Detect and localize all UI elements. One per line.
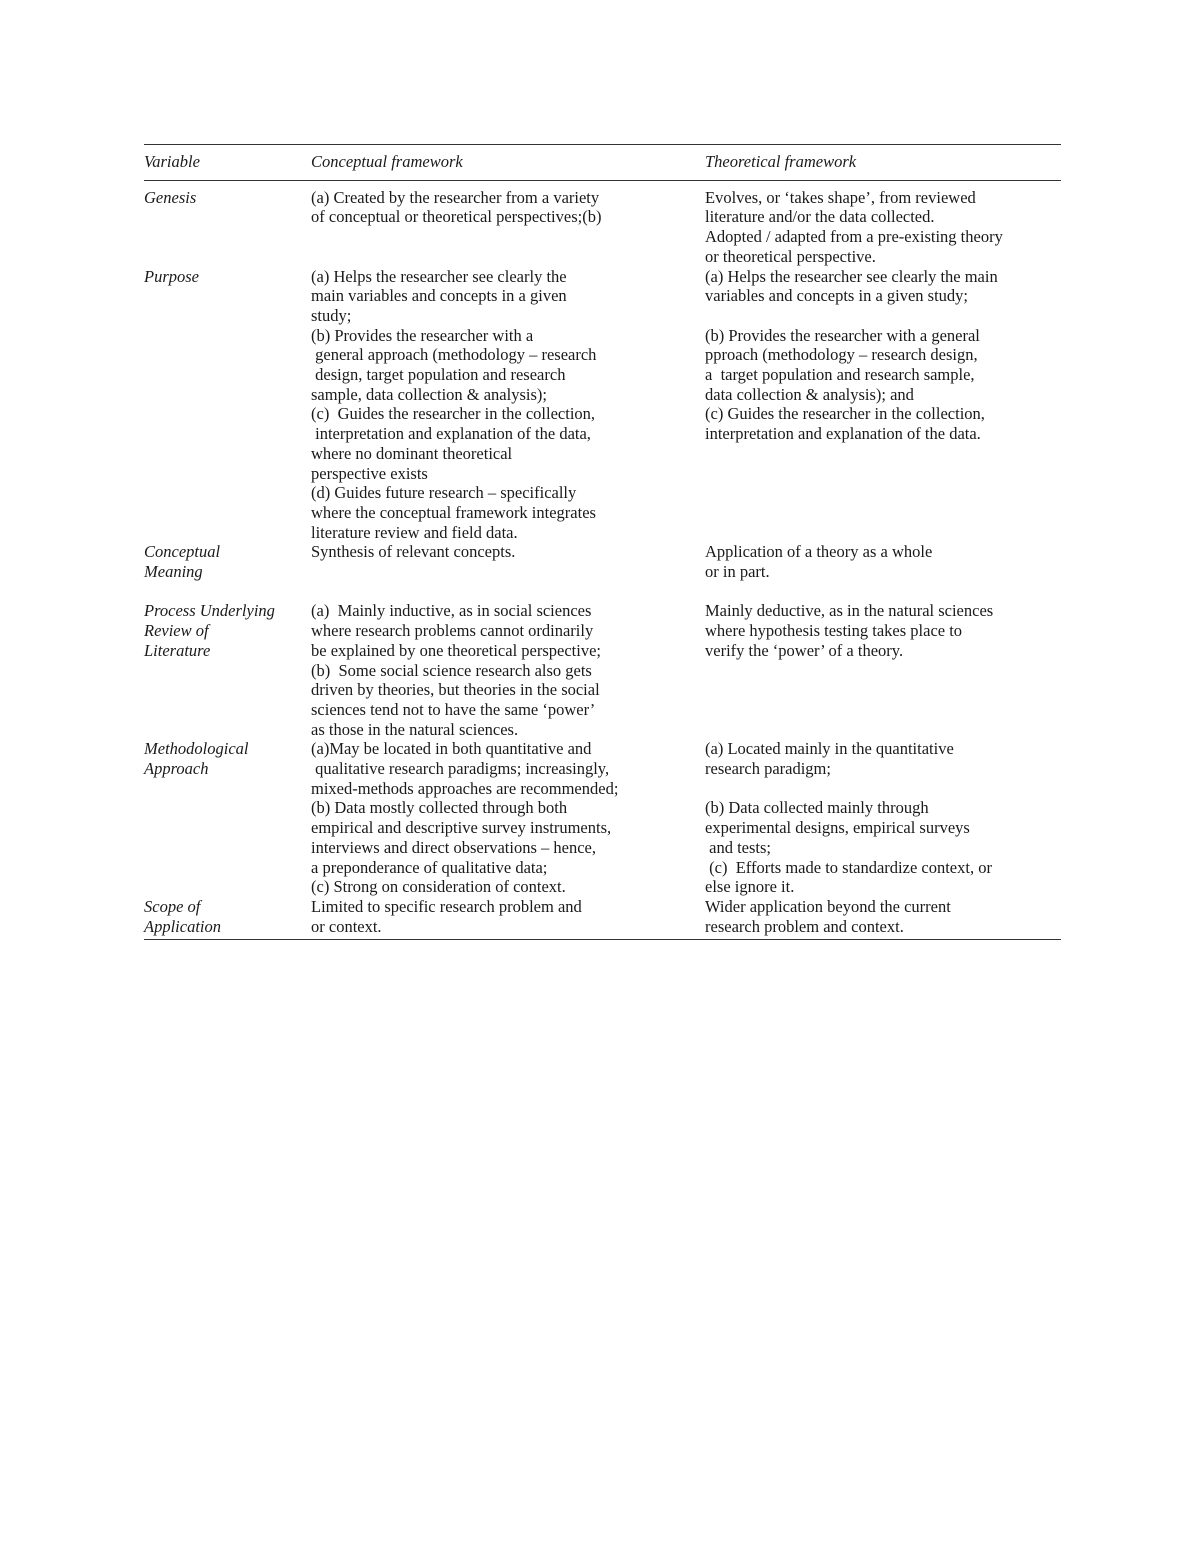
cell-line: (a) Located mainly in the quantitative — [705, 739, 954, 759]
cell-line: of conceptual or theoretical perspectives;(b) — [311, 207, 602, 227]
cell-line: (b) Provides the researcher with a general — [705, 325, 980, 345]
cell-line: experimental designs, empirical surveys — [705, 818, 970, 838]
cell-line: research problem and context. — [705, 916, 904, 936]
cell-line: (c) Strong on consideration of context. — [311, 877, 566, 897]
cell-conceptual — [311, 897, 705, 936]
cell-line: sample, data collection & analysis); — [311, 384, 547, 404]
cell-line: interpretation and explanation of the data, — [311, 424, 591, 444]
cell-line: pproach (methodology – research design, — [705, 345, 978, 365]
cell-line: (a) Helps the researcher see clearly the main — [705, 266, 998, 286]
cell-line: Limited to specific research problem and — [311, 897, 582, 916]
cell-variable — [144, 542, 311, 581]
cell-line: (a)May be located in both quantitative and — [311, 739, 592, 759]
cell-line: Synthesis of relevant concepts. — [311, 542, 516, 562]
cell-line: Conceptual — [144, 542, 221, 562]
cell-line: research paradigm; — [705, 759, 831, 779]
cell-line: where hypothesis testing takes place to — [705, 621, 963, 641]
cell-line: a target population and research sample, — [705, 365, 975, 385]
cell-line: or theoretical perspective. — [705, 246, 876, 266]
cell-line: Mainly deductive, as in the natural sciences — [705, 601, 994, 621]
cell-line: (b) Some social science research also gets — [311, 660, 592, 680]
cell-line: (a) Created by the researcher from a variety — [311, 187, 600, 207]
table-body — [144, 181, 1061, 940]
cell-conceptual — [311, 188, 705, 227]
cell-variable — [144, 188, 311, 208]
cell-line: where no dominant theoretical — [311, 443, 513, 463]
cell-line: a preponderance of qualitative data; — [311, 857, 548, 877]
cell-line: (b) Data collected mainly through — [705, 798, 929, 818]
table-header-row — [144, 145, 1061, 180]
header-theoretical-framework: Theoretical framework — [705, 152, 857, 171]
cell-line: (c) Efforts made to standardize context, or — [705, 857, 992, 877]
cell-variable — [144, 601, 311, 660]
table-row — [144, 542, 1061, 601]
cell-conceptual — [311, 267, 705, 543]
cell-line: driven by theories, but theories in the social — [311, 680, 600, 700]
cell-line: main variables and concepts in a given — [311, 286, 567, 306]
header-variable: Variable — [144, 152, 200, 171]
table-row — [144, 188, 1061, 267]
table-row — [144, 739, 1061, 897]
cell-line: (b) Data mostly collected through both — [311, 798, 568, 818]
comparison-table — [144, 144, 1061, 940]
cell-line: and tests; — [705, 837, 771, 857]
cell-line: Genesis — [144, 187, 197, 207]
cell-line: or in part. — [705, 562, 770, 582]
cell-line: perspective exists — [311, 463, 428, 483]
cell-line: interviews and direct observations – hence, — [311, 837, 596, 857]
cell-line: Scope of — [144, 897, 201, 916]
cell-line: (c) Guides the researcher in the collection, — [311, 404, 596, 424]
cell-line: empirical and descriptive survey instruments, — [311, 818, 612, 838]
cell-line: sciences tend not to have the same ‘power’ — [311, 699, 596, 719]
cell-line: mixed-methods approaches are recommended; — [311, 778, 619, 798]
cell-line — [705, 582, 1061, 602]
table-row — [144, 897, 1061, 936]
cell-line: Approach — [144, 759, 209, 779]
cell-line — [705, 306, 1061, 326]
cell-line: where the conceptual framework integrates — [311, 502, 596, 522]
cell-conceptual — [311, 601, 705, 739]
cell-theoretical — [705, 267, 1061, 444]
cell-line: Meaning — [144, 562, 203, 582]
cell-line: qualitative research paradigms; increasingly, — [311, 759, 610, 779]
cell-line: study; — [311, 305, 352, 325]
cell-line: Application — [144, 916, 221, 936]
cell-line: Application of a theory as a whole — [705, 542, 933, 562]
cell-line: (d) Guides future research – specifically — [311, 483, 577, 503]
cell-line: interpretation and explanation of the data. — [705, 424, 981, 444]
table-bottom-rule — [144, 939, 1061, 940]
cell-line: else ignore it. — [705, 877, 795, 897]
cell-theoretical — [705, 897, 1061, 936]
cell-line: verify the ‘power’ of a theory. — [705, 640, 904, 660]
cell-line: data collection & analysis); and — [705, 384, 914, 404]
cell-variable — [144, 739, 311, 778]
cell-line: Literature — [144, 640, 211, 660]
cell-line: be explained by one theoretical perspective; — [311, 640, 601, 660]
cell-line: Purpose — [144, 266, 199, 286]
header-conceptual-framework: Conceptual framework — [311, 152, 463, 171]
cell-line: Adopted / adapted from a pre-existing theory — [705, 227, 1003, 247]
cell-line: (c) Guides the researcher in the collection, — [705, 404, 985, 424]
cell-variable — [144, 897, 311, 936]
cell-theoretical — [705, 739, 1061, 897]
cell-line: Wider application beyond the current — [705, 897, 951, 916]
cell-line: Methodological — [144, 739, 249, 759]
cell-theoretical — [705, 542, 1061, 601]
cell-line: or context. — [311, 916, 382, 936]
cell-line — [705, 779, 1061, 799]
cell-line: where research problems cannot ordinarily — [311, 621, 594, 641]
table-row — [144, 601, 1061, 739]
table-row — [144, 267, 1061, 543]
cell-line: literature review and field data. — [311, 522, 518, 542]
cell-theoretical — [705, 601, 1061, 660]
cell-conceptual — [311, 739, 705, 897]
cell-conceptual — [311, 542, 705, 562]
cell-line: (a) Mainly inductive, as in social sciences — [311, 601, 592, 621]
cell-variable — [144, 267, 311, 287]
cell-line: as those in the natural sciences. — [311, 719, 519, 739]
cell-theoretical — [705, 188, 1061, 267]
cell-line: design, target population and research — [311, 365, 566, 385]
cell-line: Review of — [144, 621, 209, 641]
cell-line: Process Underlying — [144, 601, 275, 621]
cell-line: general approach (methodology – research — [311, 345, 597, 365]
cell-line: Evolves, or ‘takes shape’, from reviewed — [705, 187, 976, 207]
cell-line: variables and concepts in a given study; — [705, 286, 969, 306]
cell-line: (a) Helps the researcher see clearly the — [311, 266, 567, 286]
cell-line: literature and/or the data collected. — [705, 207, 935, 227]
cell-line: (b) Provides the researcher with a — [311, 325, 534, 345]
